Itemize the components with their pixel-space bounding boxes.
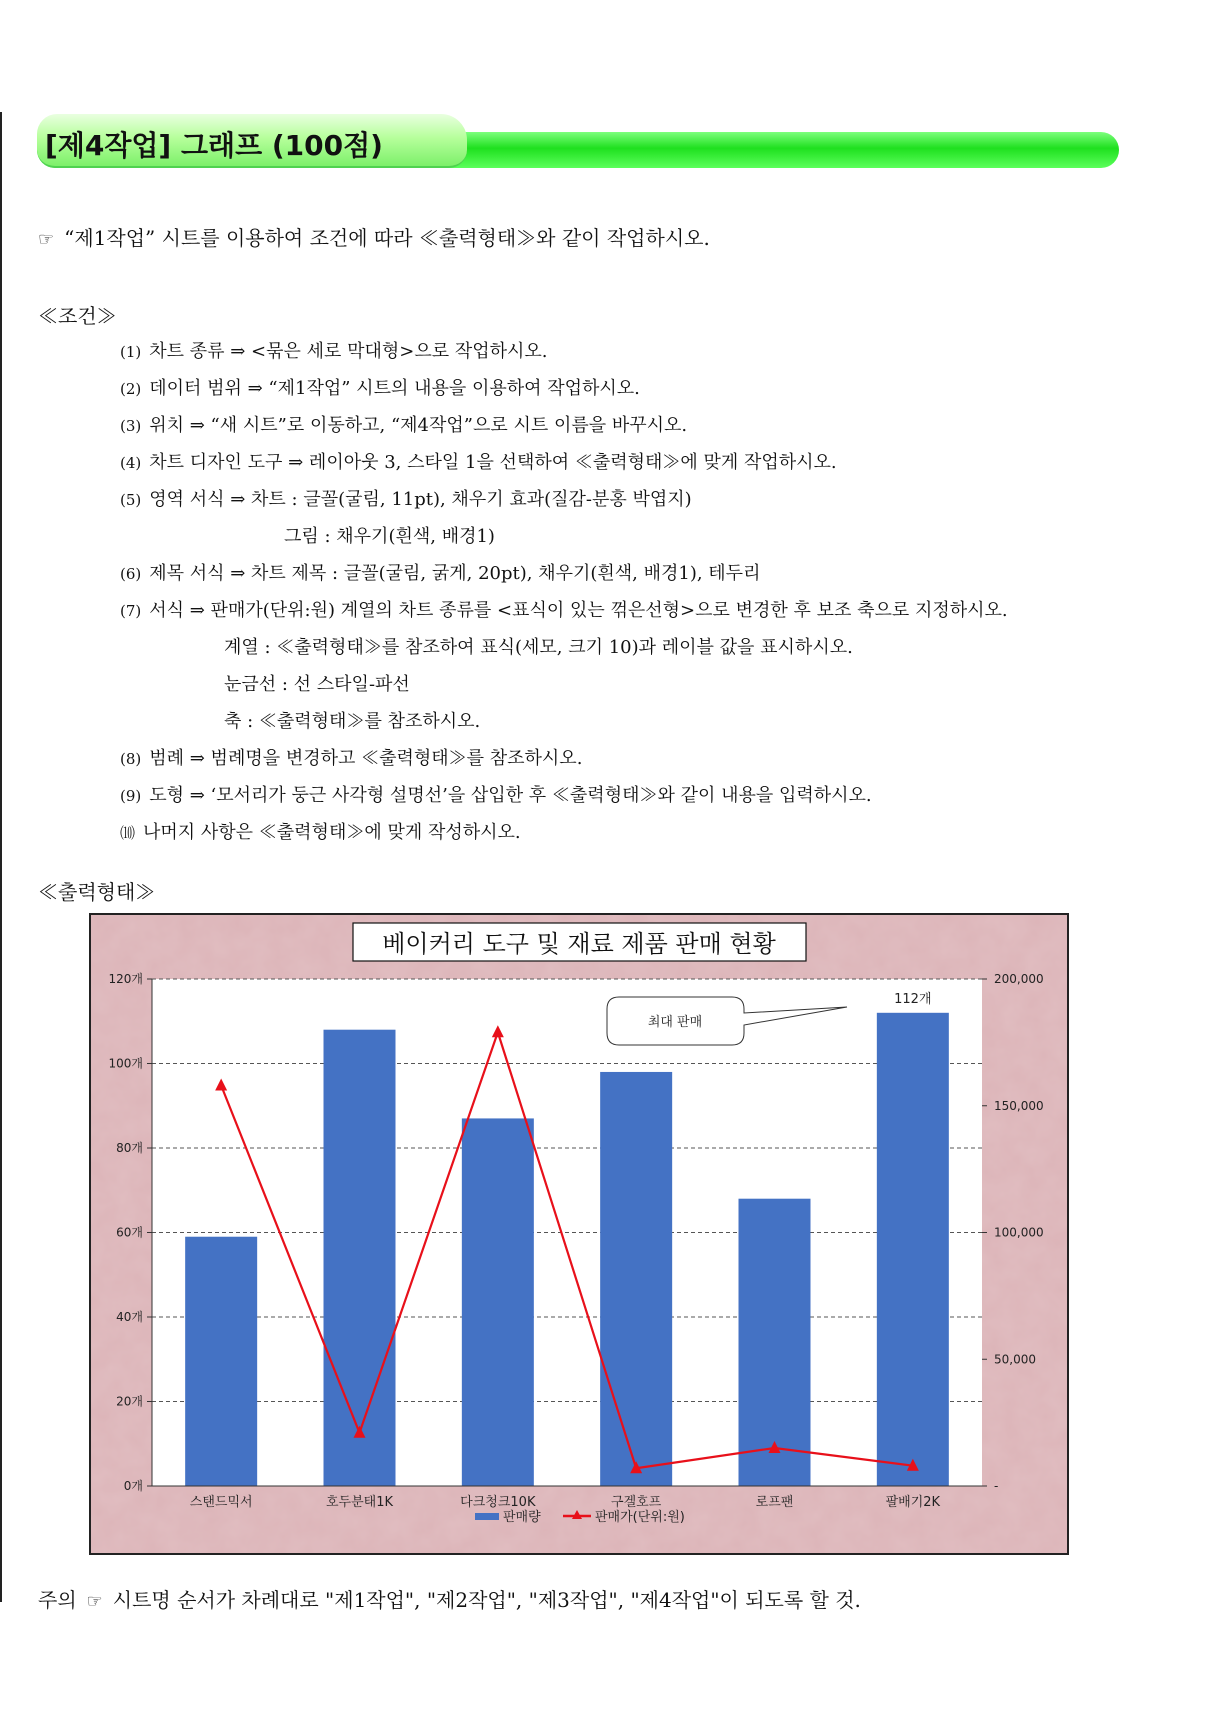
condition-item: (2) 데이터 범위 ⇒ “제1작업” 시트의 내용을 이용하여 작업하시오. — [120, 378, 640, 399]
y-tick-label-primary: 0개 — [123, 1479, 143, 1493]
bar — [600, 1072, 672, 1486]
condition-subitem: 눈금선 : 선 스타일-파선 — [224, 674, 410, 695]
callout-text: 최대 판매 — [647, 1015, 703, 1030]
condition-subitem: 계열 : ≪출력형태≫를 참조하여 표식(세모, 크기 10)과 레이블 값을 표시하시오. — [224, 637, 853, 658]
x-tick-label: 구겔호프 — [611, 1495, 662, 1510]
legend-label-price: 판매가(단위:원) — [595, 1510, 685, 1525]
pointing-hand-icon: ☞ — [38, 229, 55, 250]
condition-item: (5) 영역 서식 ⇒ 차트 : 글꼴(굴림, 11pt), 채우기 효과(질감-분홍 박엽지) — [120, 489, 692, 510]
footer-label: 주의 — [38, 1588, 77, 1612]
x-tick-label: 다크청크10K — [460, 1495, 536, 1510]
y-tick-label-secondary: 200,000 — [994, 972, 1044, 986]
y-tick-label-primary: 40개 — [116, 1310, 143, 1324]
y-tick-label-secondary: - — [994, 1479, 999, 1493]
condition-item: (4) 차트 디자인 도구 ⇒ 레이아웃 3, 스타일 1을 선택하여 ≪출력형태≫에 맞게 작업하시오. — [120, 452, 837, 473]
combo-chart — [91, 915, 1067, 1553]
chart-area — [89, 913, 1069, 1555]
y-tick-label-primary: 60개 — [116, 1225, 143, 1240]
legend-swatch-bar — [475, 1513, 499, 1520]
condition-subitem: 그림 : 채우기(흰색, 배경1) — [284, 526, 495, 547]
x-tick-label: 팔배기2K — [885, 1495, 941, 1510]
condition-item: ⑽ 나머지 사항은 ≪출력형태≫에 맞게 작성하시오. — [120, 822, 521, 843]
footer-text: 시트명 순서가 차례대로 "제1작업", "제2작업", "제3작업", "제4작업"이 되도록 할 것. — [112, 1588, 861, 1612]
y-tick-label-primary: 80개 — [116, 1141, 143, 1155]
y-tick-label-secondary: 150,000 — [994, 1098, 1044, 1113]
y-tick-label-primary: 100개 — [108, 1056, 143, 1071]
chart-title: 베이커리 도구 및 재료 제품 판매 현황 — [382, 930, 776, 958]
conditions-heading: ≪조건≫ — [38, 304, 117, 328]
condition-item: (6) 제목 서식 ⇒ 차트 제목 : 글꼴(굴림, 굵게, 20pt), 채우기(흰색, 배경1), 테두리 — [120, 563, 761, 584]
task-instruction-text: “제1작업” 시트를 이용하여 조건에 따라 ≪출력형태≫와 같이 작업하시오. — [64, 226, 710, 250]
condition-item: (7) 서식 ⇒ 판매가(단위:원) 계열의 차트 종류를 <표식이 있는 꺾은선형>으로 변경한 후 보조 축으로 지정하시오. — [120, 600, 1008, 621]
condition-subitem: 축 : ≪출력형태≫를 참조하시오. — [224, 711, 481, 732]
output-heading: ≪출력형태≫ — [38, 880, 156, 904]
footer-note — [38, 1584, 861, 1613]
bar — [324, 1030, 396, 1486]
bar — [185, 1237, 257, 1486]
x-tick-label: 로프팬 — [755, 1495, 794, 1510]
x-tick-label: 호두분태1K — [325, 1495, 394, 1510]
y-tick-label-secondary: 50,000 — [994, 1352, 1036, 1367]
section-title: [제4작업] 그래프 (100점) — [45, 129, 383, 162]
condition-item: (1) 차트 종류 ⇒ <묶은 세로 막대형>으로 작업하시오. — [120, 341, 548, 362]
left-margin-rule — [0, 112, 2, 1602]
condition-item: (8) 범례 ⇒ 범례명을 변경하고 ≪출력형태≫를 참조하시오. — [120, 748, 583, 769]
pointing-hand-icon: ☞ — [86, 1591, 103, 1612]
condition-item: (9) 도형 ⇒ ‘모서리가 둥근 사각형 설명선’을 삽입한 후 ≪출력형태≫와 같이 내용을 입력하시오. — [120, 785, 872, 806]
bar — [462, 1118, 534, 1486]
y-tick-label-primary: 20개 — [116, 1394, 143, 1409]
y-tick-label-primary: 120개 — [108, 972, 143, 986]
data-label: 112개 — [894, 991, 932, 1007]
legend-label-quantity: 판매량 — [503, 1510, 541, 1525]
task-instruction — [38, 222, 710, 251]
section-banner — [37, 114, 1119, 170]
chart-title-box — [353, 923, 806, 961]
x-tick-label: 스탠드믹서 — [189, 1495, 253, 1510]
y-tick-label-secondary: 100,000 — [994, 1225, 1044, 1240]
bar — [877, 1013, 949, 1486]
condition-item: (3) 위치 ⇒ “새 시트”로 이동하고, “제4작업”으로 시트 이름을 바꾸시오. — [120, 415, 688, 436]
